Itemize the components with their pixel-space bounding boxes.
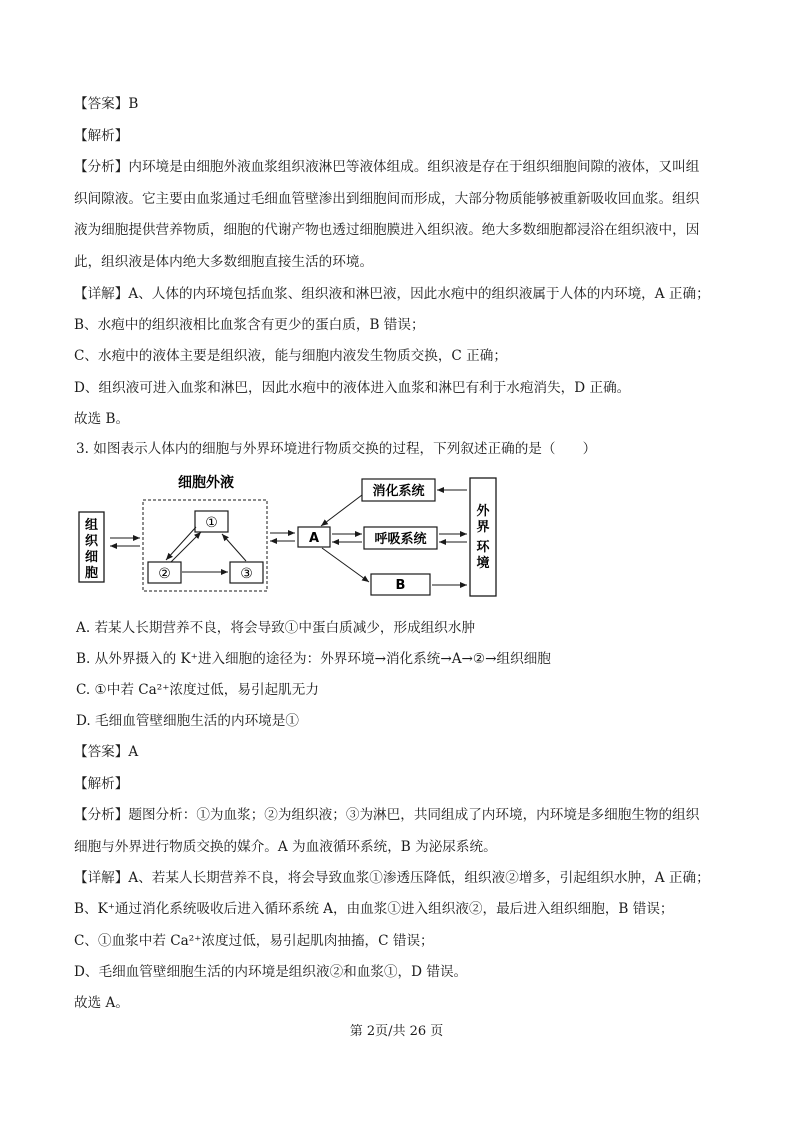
- q2-answer: 【答案】B: [74, 96, 139, 112]
- tissue-cells-char-3: 细: [84, 550, 99, 565]
- q2-analysis-line-1: 【分析】内环境是由细胞外液血浆组织液淋巴等液体组成。组织液是存在于组织细胞间隙的液体，又叫组: [74, 159, 700, 175]
- external-environment-box: [470, 478, 496, 596]
- external-char-4: 境: [476, 556, 490, 571]
- digestive-system-label: 消化系统: [372, 484, 425, 499]
- q2-detail-line-3: C、水疱中的液体主要是组织液，能与细胞内液发生物质交换，C 正确；: [74, 348, 507, 364]
- q2-detail-line-4: D、组织液可进入血浆和淋巴，因此水疱中的液体进入血浆和淋巴有利于水疱消失，D 正确。: [74, 380, 631, 396]
- page-footer: 第 2页/共 26 页: [349, 1024, 444, 1039]
- external-char-1: 外: [476, 504, 490, 519]
- q3-detail-line-4: D、毛细血管壁细胞生活的内环境是组织液②和血浆①，D 错误。: [74, 964, 468, 980]
- q3-conclusion: 故选 A。: [74, 995, 129, 1011]
- respiratory-system-label: 呼吸系统: [374, 532, 427, 547]
- tissue-cells-box: [79, 512, 104, 582]
- tissue-cells-char-1: 组: [84, 518, 99, 533]
- q3-option-a: A. 若某人长期营养不良，将会导致①中蛋白质减少，形成组织水肿: [76, 620, 476, 636]
- external-char-2: 界: [476, 520, 490, 535]
- q3-analysis-line-2: 细胞与外界进行物质交换的媒介。A 为血液循环系统，B 为泌尿系统。: [74, 839, 497, 855]
- q2-conclusion: 故选 B。: [74, 411, 130, 427]
- external-char-3: 环: [476, 540, 490, 555]
- q3-answer: 【答案】A: [74, 744, 139, 760]
- node-a-label: A: [308, 531, 320, 546]
- q3-option-c: C. ①中若 Ca²⁺浓度过低，易引起肌无力: [76, 682, 319, 698]
- node-a-box: [298, 527, 330, 547]
- q3-stem: 3. 如图表示人体内的细胞与外界环境进行物质交换的过程，下列叙述正确的是（ ）: [76, 441, 597, 457]
- q3-detail-line-3: C、①血浆中若 Ca²⁺浓度过低，易引起肌肉抽搐，C 错误；: [74, 933, 434, 949]
- node-2-label: ②: [158, 566, 171, 582]
- q2-detail-line-1: 【详解】A、人体的内环境包括血浆、组织液和淋巴液，因此水疱中的组织液属于人体的内环境，A 正确；: [74, 286, 710, 302]
- digestive-system-box: [362, 479, 435, 501]
- node-2-box: [148, 562, 181, 583]
- extracellular-fluid-box: [143, 500, 267, 591]
- q3-option-d: D. 毛细血管壁细胞生活的内环境是①: [76, 713, 299, 729]
- tissue-cells-char-2: 织: [84, 534, 99, 549]
- q2-analysis-heading: 【解析】: [74, 128, 129, 144]
- node-b-label: B: [395, 578, 406, 593]
- respiratory-system-box: [364, 527, 437, 549]
- node-3-label: ③: [240, 566, 253, 582]
- q3-detail-line-1: 【详解】A、若某人长期营养不良，将会导致血浆①渗透压降低，组织液②增多，引起组织水肿，A 正确；: [74, 870, 710, 886]
- node-b-box: [371, 574, 430, 595]
- q2-detail-line-2: B、水疱中的组织液相比血浆含有更少的蛋白质，B 错误；: [74, 317, 425, 333]
- node-3-box: [230, 562, 263, 583]
- q3-option-b: B. 从外界摄入的 K⁺进入细胞的途径为：外界环境→消化系统→A→②→组织细胞: [76, 651, 551, 667]
- extracellular-fluid-label: 细胞外液: [178, 475, 234, 491]
- node-1-box: [195, 511, 228, 532]
- tissue-cells-char-4: 胞: [84, 566, 99, 581]
- q2-analysis-line-4: 此，组织液是体内绝大多数细胞直接生活的环境。: [74, 254, 374, 270]
- q3-analysis-heading: 【解析】: [74, 776, 129, 792]
- node-1-label: ①: [205, 515, 218, 531]
- q3-detail-line-2: B、K⁺通过消化系统吸收后进入循环系统 A，由血浆①进入组织液②，最后进入组织细胞，B 错误；: [74, 901, 674, 917]
- q3-analysis-line-1: 【分析】题图分析：①为血浆；②为组织液；③为淋巴，共同组成了内环境，内环境是多细胞生物的组织: [74, 807, 700, 823]
- q2-analysis-line-3: 液为细胞提供营养物质，细胞的代谢产物也透过细胞膜进入组织液。绝大多数细胞都浸浴在组织液中，因: [74, 222, 700, 238]
- q2-analysis-line-2: 织间隙液。它主要由血浆通过毛细血管壁渗出到细胞间而形成，大部分物质能够被重新吸收回血浆。组织: [74, 191, 700, 207]
